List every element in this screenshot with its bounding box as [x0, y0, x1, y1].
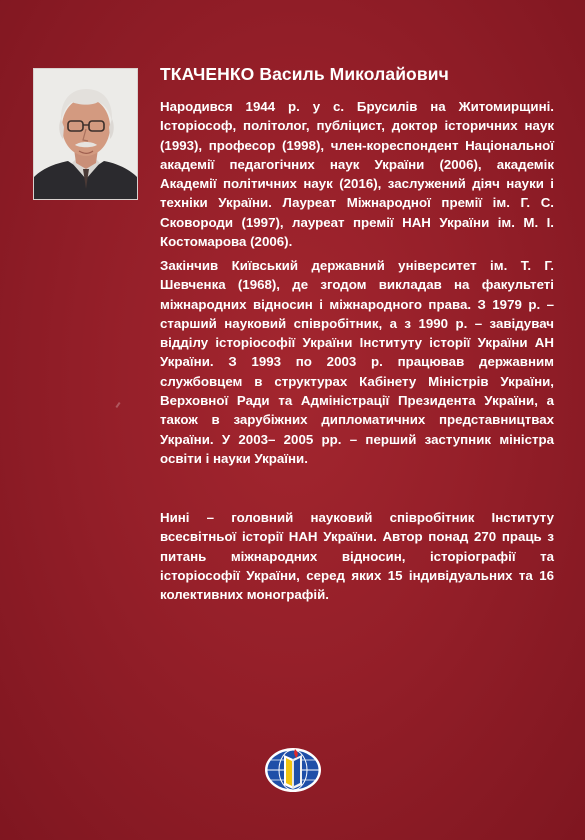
author-portrait	[33, 68, 138, 200]
bio-paragraph-2: Закінчив Київський державний університет ім. Т. Г. Шевченка (1968), де згодом викладав на факультеті міжнародних відносин і міжнародного права. З 1979 р. – старший науковий співробітник, а з 1990 р. – завідувач відділу історіософії України Інституту історії України АН України. З 1993 по 2003 р. працював державним службовцем в структурах Кабінету Міністрів України, Верховної Ради та Адміністрації Президента України, а також в зарубіжних дипломатичних представництвах України. У 2003– 2005 рр. – перший заступник міністра освіти і науки України.	[160, 258, 554, 466]
bio-paragraph-1: Народився 1944 р. у с. Брусилів на Житомирщині. Історіософ, політолог, публіцист, доктор історичних наук (1993), професор (1998), член-кореспондент Національної академії педагогічних наук України (2006), академік Академії політичних наук (2016), заслужений діяч науки і техніки України. Лауреат Міжнародної премії ім. Г. С. Сковороди (1997), лауреат премії НАН України ім. М. І. Костомарова (2006).	[160, 99, 554, 250]
author-name: ТКАЧЕНКО Василь Миколайович	[160, 64, 449, 84]
portrait-image	[34, 69, 137, 199]
globe-book-logo	[262, 745, 324, 795]
publisher-logo-icon	[262, 745, 324, 795]
bio-paragraph-3: Нині – головний науковий співробітник Інституту всесвітньої історії НАН України. Автор понад 270 праць з питань міжнародних відносин, історіографії та історіософії України, серед яких 15 індивідуальних та 16 колективних монографій.	[160, 510, 554, 603]
decorative-speck	[115, 402, 120, 408]
